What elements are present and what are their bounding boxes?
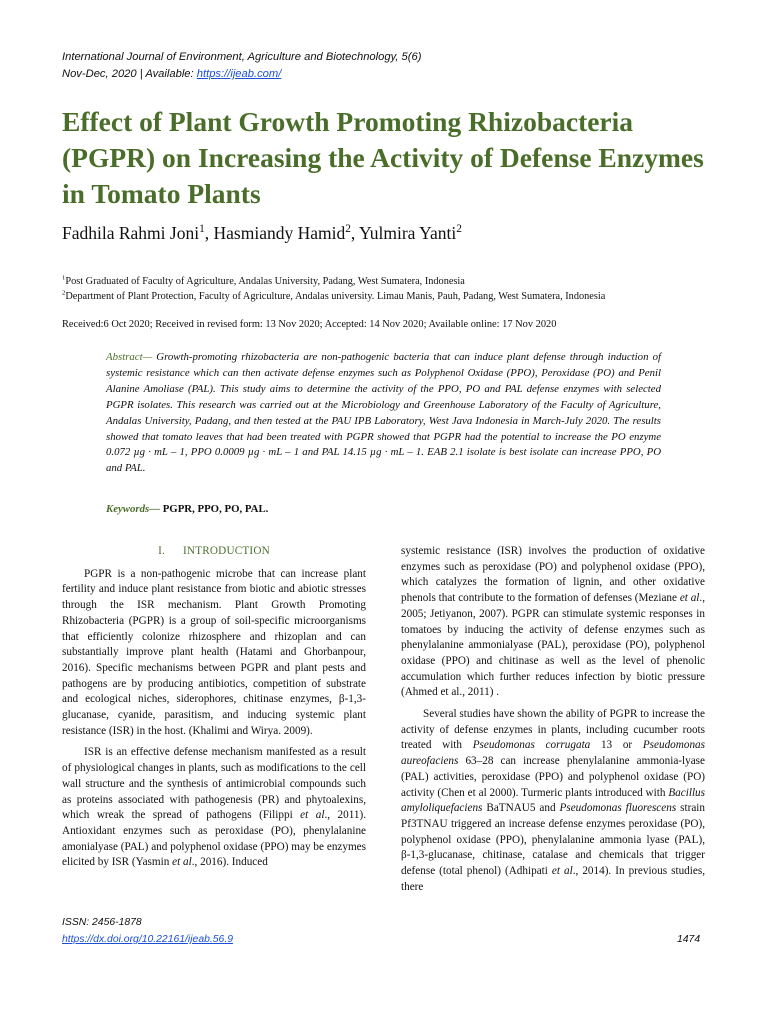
- text-run: ., 2011). Antioxidant enzymes such as peroxidase (PO), phenylalanine amonialyase (PAL) and polyphenol oxidase (PPO) may be enzymes elicited by ISR (Yasmin: [62, 809, 366, 869]
- doi-line: [62, 931, 233, 948]
- abstract-label: Abstract—: [106, 351, 153, 363]
- page-number: 1474: [677, 934, 701, 945]
- author-separator: ,: [204, 223, 214, 243]
- text-run: ., 2005; Jetiyanon, 2007). PGPR can stimulate systemic responses in tomatoes by inducing the activity of defense enzymes such as phenylalanine ammonialyase (PAL), peroxidase (PO), polyphenol oxidase (PPO) and chitinase as well as the level of phenolic accumulation which further reduces infection by biotic pressure (Ahmed et al., 2011) .: [401, 592, 705, 699]
- page-footer: [62, 914, 233, 948]
- affiliation-mark: 1: [62, 274, 66, 282]
- paper-title: Effect of Plant Growth Promoting Rhizobacteria (PGPR) on Increasing the Activity of Defense Enzymes in Tomato Plants: [62, 106, 704, 209]
- text-run: Several studies have shown the ability of PGPR to increase the activity of defense enzymes in plants, including cucumber roots treated with: [401, 708, 705, 752]
- author-name: Yulmira Yanti: [359, 223, 457, 243]
- author-affiliation-mark: 1: [199, 223, 205, 236]
- right-column: [401, 544, 705, 901]
- abstract-text: Growth-promoting rhizobacteria are non-pathogenic bacteria that can induce plant defense through induction of systemic resistance which can then activate defense enzymes such as Polyphenol Oxidase (PPO), Peroxidase (PO) and Penil Alanine Amoliase (PAL). This study aims to determine the activity of the PPO, PO and PAL defense enzymes with selected PGPR isolates. This research was carried out at the Microbiology and Greenhouse Laboratory of the Faculty of Agriculture, Andalas University, Padang, and then tested at the PAU IPB Laboratory, West Java Indonesia in March-July 2020. The results showed that tomato leaves that had been treated with PGPR showed that PGPR had the potential to increase the PO enzyme 0.072 µg · mL – 1, PPO 0.0009 µg · mL – 1 and PAL 14.15 µg · mL – 1. EAB 2.1 isolate is best isolate can increase PPO, PO and PAL.: [106, 351, 661, 475]
- text-run-italic: et al: [300, 809, 325, 822]
- text-run: 13 or: [590, 739, 643, 752]
- received-dates: Received:6 Oct 2020; Received in revised form: 13 Nov 2020; Accepted: 14 Nov 2020; Available online: 17 Nov 2020: [62, 319, 557, 330]
- text-run: ., 2014). In previous studies, there: [401, 865, 705, 893]
- body-paragraph: [401, 544, 705, 701]
- body-paragraph: [62, 745, 366, 871]
- text-run: ., 2016). Induced: [191, 856, 268, 869]
- species-name: Bacillus amyloliquefaciens: [401, 786, 705, 815]
- keywords-text: PGPR, PPO, PO, PAL.: [160, 503, 269, 515]
- text-run: ISR is an effective defense mechanism manifested as a result of physiological changes in plants, such as modifications to the cell wall structure and the synthesis of antimicrobial compounds such as proteins associated with pathogenesis (PR) and phytoalexins, which wreak the spread of pathogens (Filippi: [62, 746, 366, 822]
- body-paragraph: [401, 707, 705, 895]
- species-name: Pseudomonas aureofaciens: [401, 739, 705, 768]
- abstract: [106, 350, 661, 477]
- author-list: [62, 222, 462, 244]
- author-affiliation-mark: 2: [456, 223, 462, 236]
- text-run-italic: et al: [551, 865, 573, 878]
- text-run: BaTNAU5 and: [482, 802, 560, 815]
- section-number: I.: [158, 545, 165, 557]
- author-name: Hasmiandy Hamid: [213, 223, 346, 243]
- author-name: Fadhila Rahmi Joni: [62, 223, 200, 243]
- journal-header: [62, 49, 421, 83]
- author-separator: ,: [350, 223, 360, 243]
- affiliation-text: Post Graduated of Faculty of Agriculture, Andalas University, Padang, West Sumatera, Indonesia: [65, 276, 465, 287]
- section-title: INTRODUCTION: [183, 545, 270, 557]
- doi-link[interactable]: https://dx.doi.org/10.22161/ijeab.56.9: [62, 934, 233, 945]
- text-run: 63–28 can increase phenylalanine ammonia-lyase (PAL) activities, peroxidase (PPO) and polyphenol oxidase (PO) activity (Chen et al 2000). Turmeric plants introduced with: [401, 755, 705, 799]
- author-affiliation-mark: 2: [345, 223, 351, 236]
- journal-url-link[interactable]: https://ijeab.com/: [196, 68, 282, 80]
- keywords: [106, 502, 268, 517]
- species-name: Pseudomonas corrugata: [472, 739, 591, 752]
- section-heading: [62, 544, 366, 560]
- left-column: [62, 544, 366, 877]
- issn: ISSN: 2456-1878: [62, 917, 142, 928]
- body-paragraph: PGPR is a non-pathogenic microbe that can increase plant fertility and induce plant resistance from biotic and abiotic stresses through the ISR mechanism. Plant Growth Promoting Rhizobacteria (PGPR) is a group of soil-specific microorganisms that efficiently colonize rhizosphere and rhizoplan and can substantially improve plant health (Hatami and Ghorbanpour, 2016). Specific mechanisms between PGPR and plant pests and pathogens are by producing antibiotics, competition of substrate and ecological niches, siderophores, chitinase enzymes, β-1,3-glucanase, cyanide, parasitism, and inducing systemic plant resistance (ISR) in the host. (Khalimi and Wirya. 2009).: [62, 567, 366, 737]
- text-run-italic: et al: [679, 592, 700, 605]
- affiliation-text: Department of Plant Protection, Faculty of Agriculture, Andalas university. Limau Manis, Pauh, Padang, West Sumatera, Indonesia: [65, 291, 606, 302]
- issue-line: [62, 66, 421, 83]
- affiliation-line: [62, 289, 722, 304]
- text-run: strain Pf3TNAU triggered an increase defense enzymes peroxidase (PO), polyphenol oxidase (PPO), phenylalanine ammonia lyase (PAL), β-1,3-glucanase, chitinase, catalase and chemicals that trigger defense (total phenol) (Adhipati: [401, 802, 705, 878]
- species-name: Pseudomonas fluorescens: [559, 802, 677, 815]
- text-run-italic: et al: [172, 856, 192, 869]
- journal-name: International Journal of Environment, Agriculture and Biotechnology, 5(6): [62, 51, 422, 63]
- issue-text: Nov-Dec, 2020 | Available:: [62, 68, 197, 80]
- text-run: systemic resistance (ISR) involves the production of oxidative enzymes such as peroxidase (PO) and polyphenol oxidase (PPO), which catalyzes the formation of lignin, and other oxidative phenols that contribute to the formation of defenses (Meziane: [401, 545, 705, 605]
- keywords-label: Keywords—: [106, 503, 160, 515]
- affiliation-line: [62, 274, 722, 289]
- affiliation-mark: 2: [62, 289, 66, 297]
- affiliations: [62, 274, 722, 304]
